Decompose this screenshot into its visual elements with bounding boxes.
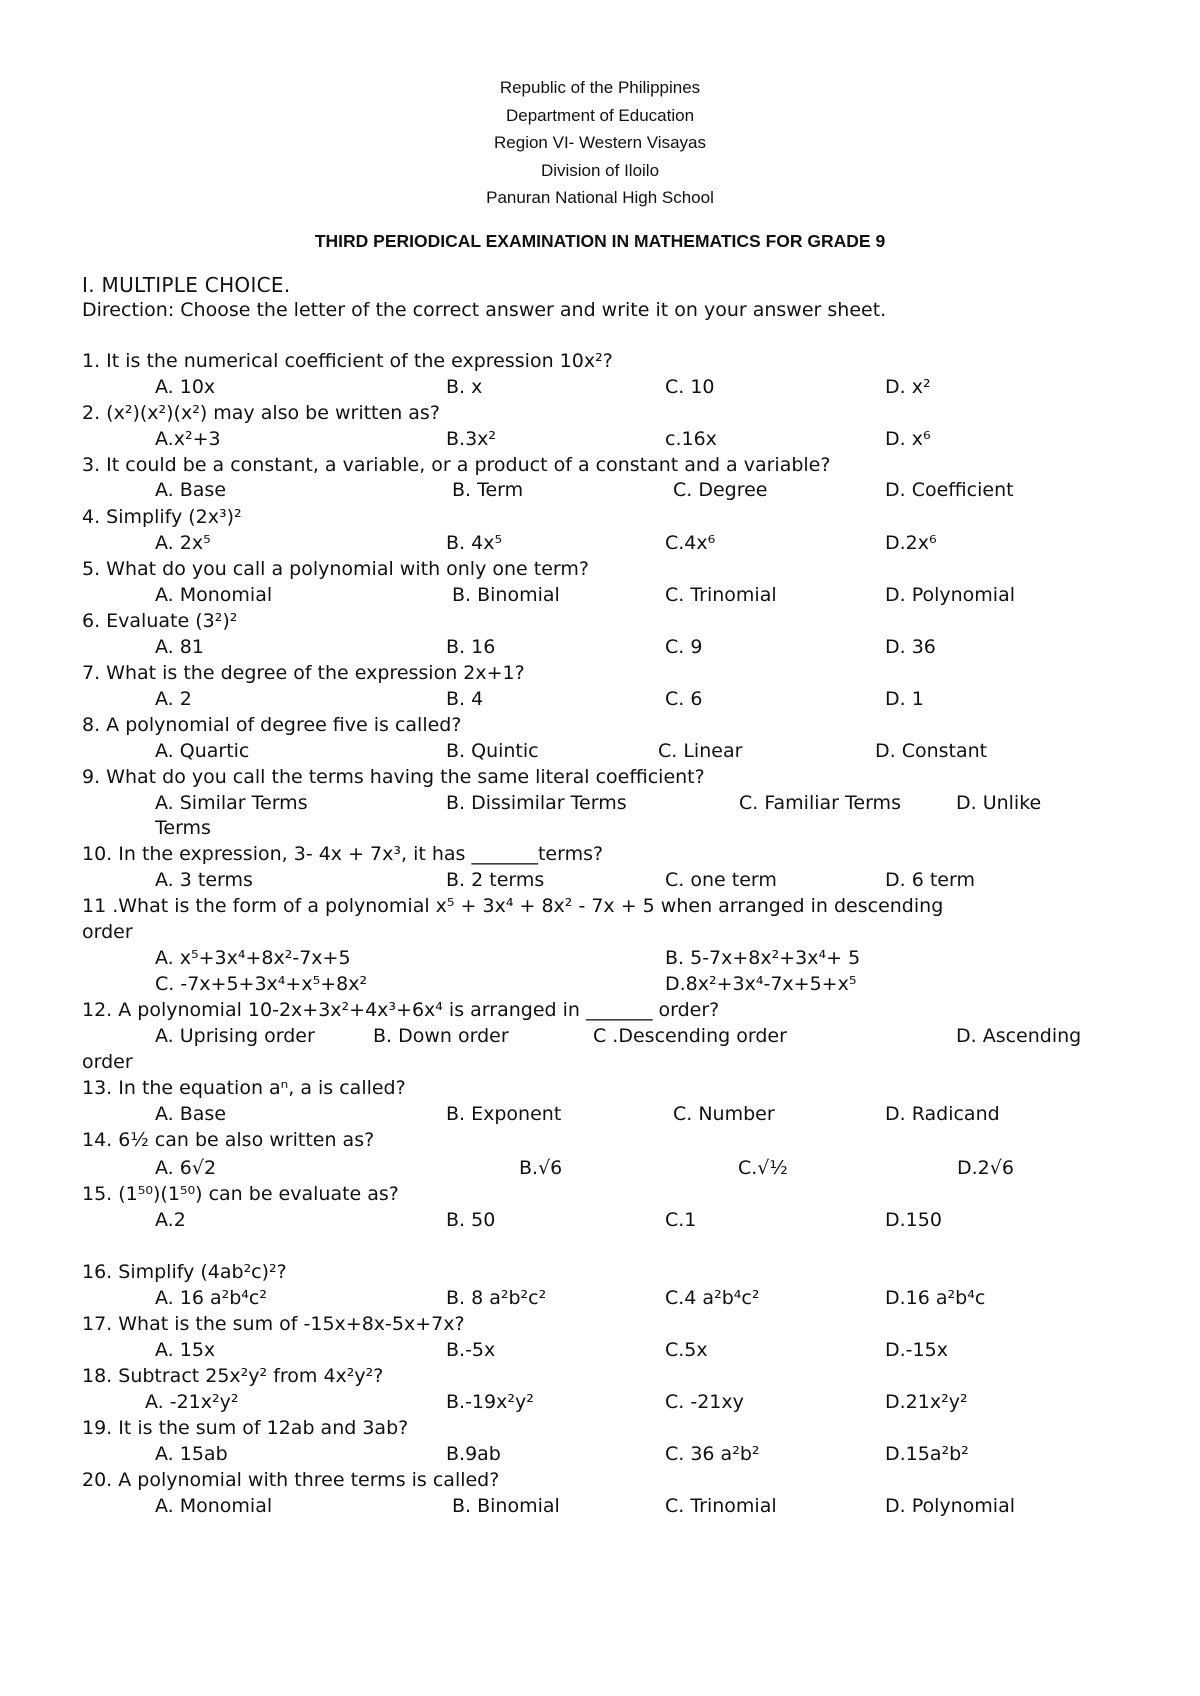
q14-option-c: C.√½ bbox=[738, 1157, 788, 1179]
q20-option-a: A. Monomial bbox=[155, 1495, 273, 1517]
q2-option-d: D. x⁶ bbox=[885, 428, 931, 450]
question-4: 4. Simplify (2x³)² bbox=[82, 506, 242, 528]
q16-option-d: D.16 a²b⁴c bbox=[885, 1287, 986, 1309]
q14-option-d: D.2√6 bbox=[957, 1157, 1014, 1179]
q2-option-b: B.3x² bbox=[446, 428, 497, 450]
q13-option-a: A. Base bbox=[155, 1103, 227, 1125]
q1-option-a: A. 10x bbox=[155, 376, 216, 398]
q12-option-b: B. Down order bbox=[373, 1025, 509, 1047]
q10-option-d: D. 6 term bbox=[885, 869, 975, 891]
question-19: 19. It is the sum of 12ab and 3ab? bbox=[82, 1417, 409, 1439]
exam-title: THIRD PERIODICAL EXAMINATION IN MATHEMATICS FOR GRADE 9 bbox=[314, 231, 886, 251]
q12-option-a: A. Uprising order bbox=[155, 1025, 315, 1047]
q8-option-d: D. Constant bbox=[875, 740, 988, 762]
q18-option-c: C. -21xy bbox=[665, 1391, 744, 1413]
q11-option-b: B. 5-7x+8x²+3x⁴+ 5 bbox=[665, 947, 861, 969]
q12-option-d-continued: order bbox=[82, 1051, 133, 1073]
q16-option-c: C.4 a²b⁴c² bbox=[665, 1287, 760, 1309]
q15-option-b: B. 50 bbox=[446, 1209, 496, 1231]
header-school: Panuran National High School bbox=[486, 188, 714, 207]
q17-option-b: B.-5x bbox=[446, 1339, 496, 1361]
q2-option-a: A.x²+3 bbox=[155, 428, 221, 450]
q3-option-d: D. Coefficient bbox=[885, 479, 1014, 501]
q9-option-a: A. Similar Terms bbox=[155, 792, 308, 814]
q9-option-c: C. Familiar Terms bbox=[739, 792, 901, 814]
q8-option-a: A. Quartic bbox=[155, 740, 250, 762]
q1-option-d: D. x² bbox=[885, 376, 931, 398]
q4-option-d: D.2x⁶ bbox=[885, 532, 937, 554]
question-13: 13. In the equation aⁿ, a is called? bbox=[82, 1077, 406, 1099]
q18-option-d: D.21x²y² bbox=[885, 1391, 968, 1413]
question-18: 18. Subtract 25x²y² from 4x²y²? bbox=[82, 1365, 384, 1387]
q7-option-c: C. 6 bbox=[665, 688, 703, 710]
q6-option-c: C. 9 bbox=[665, 636, 703, 658]
q13-option-d: D. Radicand bbox=[885, 1103, 1000, 1125]
q7-option-a: A. 2 bbox=[155, 688, 192, 710]
q20-option-c: C. Trinomial bbox=[665, 1495, 777, 1517]
q19-option-d: D.15a²b² bbox=[885, 1443, 969, 1465]
question-16: 16. Simplify (4ab²c)²? bbox=[82, 1261, 287, 1283]
header-region: Region VI- Western Visayas bbox=[494, 133, 706, 152]
q20-option-d: D. Polynomial bbox=[885, 1495, 1016, 1517]
q8-option-c: C. Linear bbox=[658, 740, 743, 762]
question-3: 3. It could be a constant, a variable, or a product of a constant and a variable? bbox=[82, 454, 831, 476]
q6-option-d: D. 36 bbox=[885, 636, 936, 658]
q18-option-a: A. -21x²y² bbox=[145, 1391, 239, 1413]
q13-option-b: B. Exponent bbox=[446, 1103, 562, 1125]
q18-option-b: B.-19x²y² bbox=[446, 1391, 534, 1413]
q15-option-c: C.1 bbox=[665, 1209, 697, 1231]
q17-option-a: A. 15x bbox=[155, 1339, 216, 1361]
header-republic: Republic of the Philippines bbox=[499, 78, 701, 97]
q10-option-c: C. one term bbox=[665, 869, 777, 891]
q12-option-c: C .Descending order bbox=[593, 1025, 787, 1047]
q9-option-d-continued: Terms bbox=[155, 817, 211, 839]
q16-option-b: B. 8 a²b²c² bbox=[446, 1287, 547, 1309]
q5-option-d: D. Polynomial bbox=[885, 584, 1016, 606]
q4-option-a: A. 2x⁵ bbox=[155, 532, 211, 554]
q2-option-c: c.16x bbox=[665, 428, 717, 450]
q11-option-c: C. -7x+5+3x⁴+x⁵+8x² bbox=[155, 973, 368, 995]
q4-option-b: B. 4x⁵ bbox=[446, 532, 503, 554]
section-heading: I. MULTIPLE CHOICE. bbox=[82, 273, 291, 297]
q16-option-a: A. 16 a²b⁴c² bbox=[155, 1287, 267, 1309]
question-9: 9. What do you call the terms having the same literal coefficient? bbox=[82, 766, 705, 788]
q12-option-d: D. Ascending bbox=[956, 1025, 1082, 1047]
q11-option-a: A. x⁵+3x⁴+8x²-7x+5 bbox=[155, 947, 351, 969]
question-10: 10. In the expression, 3- 4x + 7x³, it has _______terms? bbox=[82, 843, 604, 865]
q13-option-c: C. Number bbox=[673, 1103, 775, 1125]
question-11-continued: order bbox=[82, 921, 133, 943]
question-5: 5. What do you call a polynomial with only one term? bbox=[82, 558, 589, 580]
q6-option-b: B. 16 bbox=[446, 636, 496, 658]
q19-option-c: C. 36 a²b² bbox=[665, 1443, 760, 1465]
question-1: 1. It is the numerical coefficient of the expression 10x²? bbox=[82, 350, 613, 372]
q3-option-b: B. Term bbox=[452, 479, 524, 501]
q3-option-a: A. Base bbox=[155, 479, 227, 501]
q6-option-a: A. 81 bbox=[155, 636, 204, 658]
q4-option-c: C.4x⁶ bbox=[665, 532, 716, 554]
q14-option-b: B.√6 bbox=[519, 1157, 563, 1179]
q8-option-b: B. Quintic bbox=[446, 740, 539, 762]
q5-option-b: B. Binomial bbox=[452, 584, 560, 606]
question-20: 20. A polynomial with three terms is called? bbox=[82, 1469, 500, 1491]
question-15: 15. (1⁵⁰)(1⁵⁰) can be evaluate as? bbox=[82, 1183, 399, 1205]
q15-option-a: A.2 bbox=[155, 1209, 186, 1231]
question-14: 14. 6½ can be also written as? bbox=[82, 1129, 375, 1151]
q5-option-a: A. Monomial bbox=[155, 584, 273, 606]
question-17: 17. What is the sum of -15x+8x-5x+7x? bbox=[82, 1313, 465, 1335]
q17-option-c: C.5x bbox=[665, 1339, 708, 1361]
question-6: 6. Evaluate (3²)² bbox=[82, 610, 238, 632]
q20-option-b: B. Binomial bbox=[452, 1495, 560, 1517]
q7-option-d: D. 1 bbox=[885, 688, 924, 710]
direction-text: Direction: Choose the letter of the correct answer and write it on your answer sheet. bbox=[82, 299, 887, 321]
q10-option-a: A. 3 terms bbox=[155, 869, 253, 891]
question-2: 2. (x²)(x²)(x²) may also be written as? bbox=[82, 402, 440, 424]
q3-option-c: C. Degree bbox=[673, 479, 768, 501]
q19-option-a: A. 15ab bbox=[155, 1443, 228, 1465]
school-header bbox=[0, 74, 1200, 212]
q10-option-b: B. 2 terms bbox=[446, 869, 545, 891]
question-12: 12. A polynomial 10-2x+3x²+4x³+6x⁴ is arranged in _______ order? bbox=[82, 999, 720, 1021]
q7-option-b: B. 4 bbox=[446, 688, 484, 710]
header-division: Division of Iloilo bbox=[540, 160, 660, 180]
q9-option-d: D. Unlike bbox=[956, 792, 1042, 814]
q1-option-c: C. 10 bbox=[665, 376, 715, 398]
question-11: 11 .What is the form of a polynomial x⁵ + 3x⁴ + 8x² - 7x + 5 when arranged in descending bbox=[82, 895, 944, 917]
q1-option-b: B. x bbox=[446, 376, 483, 398]
q11-option-d: D.8x²+3x⁴-7x+5+x⁵ bbox=[665, 973, 857, 995]
q9-option-b: B. Dissimilar Terms bbox=[446, 792, 627, 814]
question-8: 8. A polynomial of degree five is called? bbox=[82, 714, 462, 736]
q17-option-d: D.-15x bbox=[885, 1339, 948, 1361]
question-7: 7. What is the degree of the expression 2x+1? bbox=[82, 662, 525, 684]
header-department: Department of Education bbox=[505, 105, 695, 125]
q15-option-d: D.150 bbox=[885, 1209, 942, 1231]
q19-option-b: B.9ab bbox=[446, 1443, 501, 1465]
q14-option-a: A. 6√2 bbox=[155, 1157, 217, 1179]
q5-option-c: C. Trinomial bbox=[665, 584, 777, 606]
